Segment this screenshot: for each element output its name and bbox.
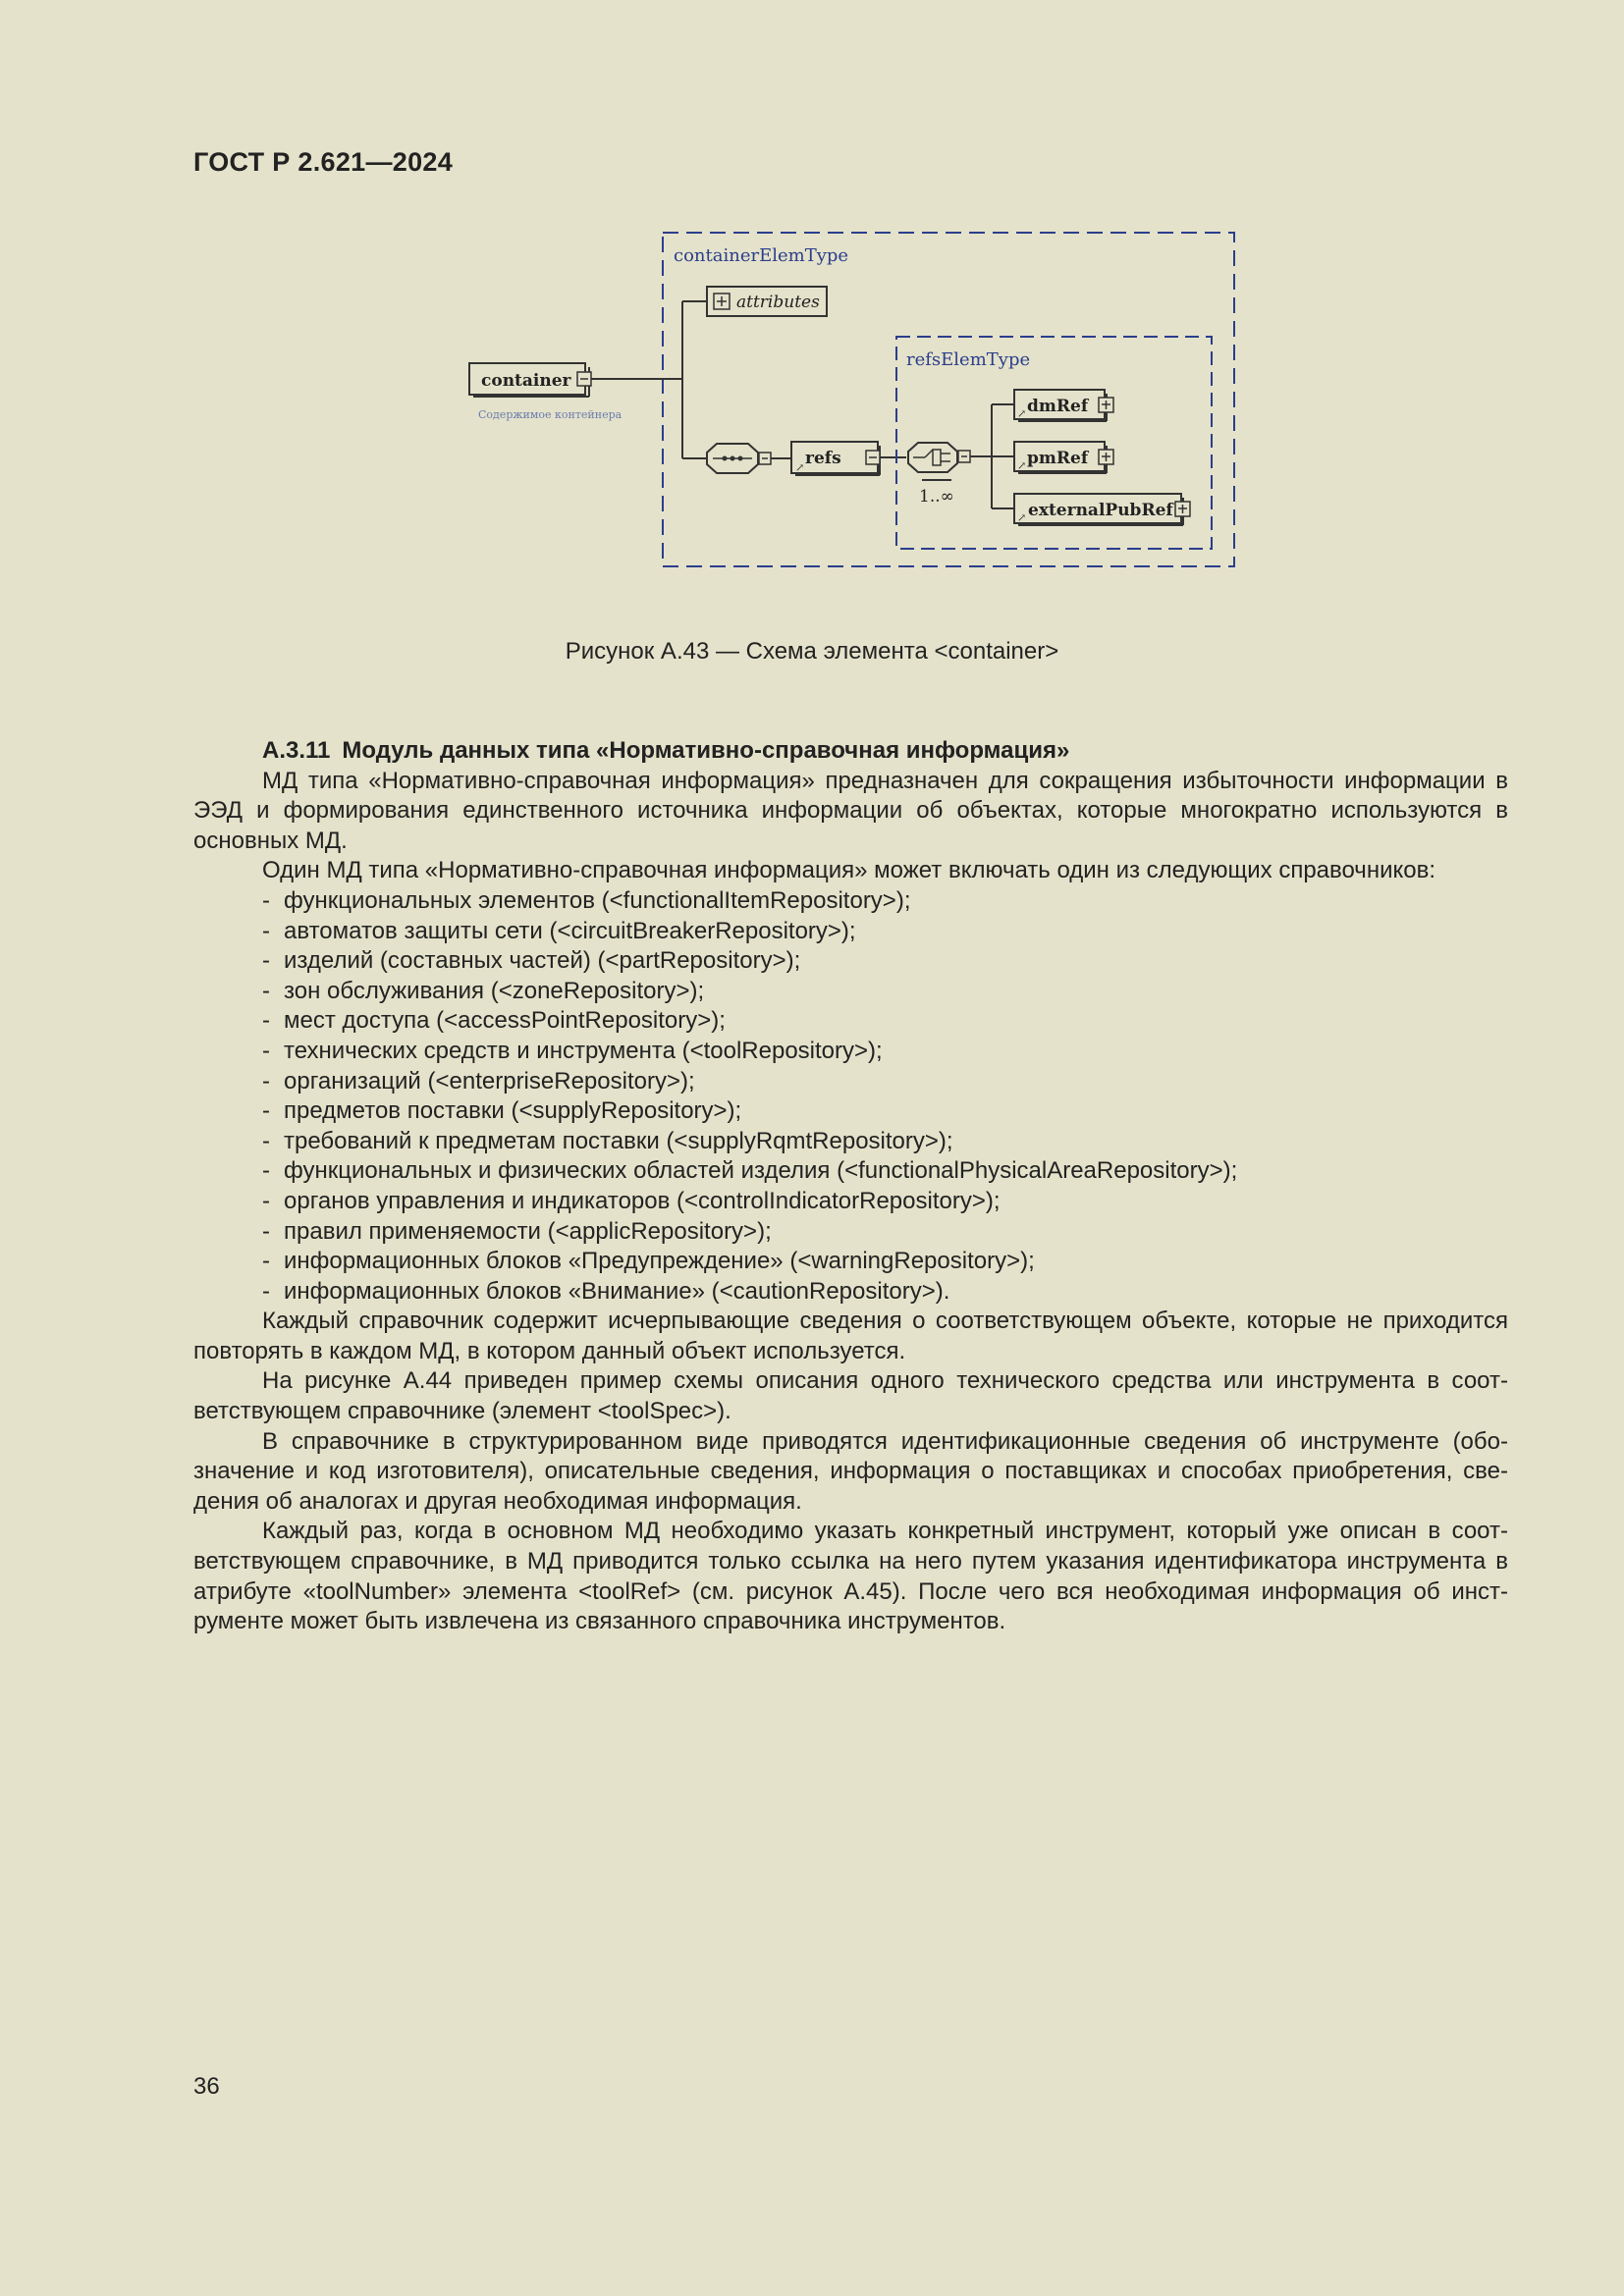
section-number: А.3.11 <box>262 737 331 764</box>
dmref-element-label: dmRef <box>1027 397 1089 416</box>
pmref-element-label: pmRef <box>1027 449 1089 468</box>
list-item: - мест доступа (<accessPointRepository>); <box>262 1007 726 1035</box>
list-item: - требований к предметам поставки (<supplyRqmtRepository>); <box>262 1127 953 1154</box>
choice-compositor-icon[interactable] <box>908 443 970 480</box>
list-item: - правил применяемости (<applicRepository>); <box>262 1217 772 1245</box>
list-item: - организаций (<enterpriseRepository>); <box>262 1067 695 1095</box>
externalpubref-expand-icon[interactable] <box>1175 502 1190 516</box>
svg-text:↗: ↗ <box>1017 459 1027 472</box>
refs-element-label: refs <box>805 449 841 468</box>
attributes-label: attributes <box>736 293 820 312</box>
refs-collapse-icon[interactable] <box>866 451 880 464</box>
list-item: - функциональных элементов (<functionalItemRepository>); <box>262 886 911 914</box>
refs-elem-type-label: refsElemType <box>906 349 1031 370</box>
container-elem-type-label: containerElemType <box>674 245 849 266</box>
paragraph: МД типа «Нормативно-справочная информация» предназначен для сокращения избыточности информации в ЭЭД и формирования единственного источника информации об объектах, которые многократно используются в основных МД. <box>193 767 1508 854</box>
svg-text:↗: ↗ <box>1017 407 1027 420</box>
xml-schema-diagram <box>0 0 1624 628</box>
paragraph: Каждый справочник содержит исчерпывающие сведения о соответствующем объекте, которые не приходится повторять в каждом МД, в котором данный объект используется. <box>193 1308 1508 1364</box>
list-item: - функциональных и физических областей изделия (<functionalPhysicalAreaRepository>); <box>262 1157 1238 1185</box>
repository-list <box>193 886 1508 1307</box>
container-annotation: Содержимое контейнера <box>478 408 623 421</box>
paragraph: Каждый раз, когда в основном МД необходимо указать конкретный инструмент, который уже описан в соответствующем справочнике, в МД приводится только ссылка на него путем указания идентификатора инструмента в атрибуте «toolNumber» элемента <toolRef> (см. рисунок А.45). После чего вся необходимая информация об инструменте может быть извлечена из связанного справочника инструментов. <box>193 1518 1508 1635</box>
paragraph: На рисунке А.44 приведен пример схемы описания одного технического средства или инструмента в соответствующем справочнике (элемент <toolSpec>). <box>193 1367 1508 1425</box>
list-item: - изделий (составных частей) (<partRepository>); <box>262 947 801 975</box>
paragraph: В справочнике в структурированном виде приводятся идентификационные сведения об инструменте (обозначение и код изготовителя), описательные сведения, информация о поставщиках и способах приобретения, сведения об аналогах и другая необходимая информация. <box>193 1427 1508 1515</box>
document-body <box>193 736 1508 1637</box>
svg-text:↗: ↗ <box>795 461 805 474</box>
svg-text:↗: ↗ <box>1017 511 1027 524</box>
section-heading <box>193 736 1508 767</box>
page-number: 36 <box>193 2073 220 2100</box>
document-header: ГОСТ Р 2.621—2024 <box>193 147 454 177</box>
externalpubref-element-label: externalPubRef <box>1028 501 1173 520</box>
section-title: Модуль данных типа «Нормативно-справочная информация» <box>342 737 1070 764</box>
container-collapse-icon[interactable] <box>577 372 591 386</box>
list-item: - информационных блоков «Предупреждение» (<warningRepository>); <box>262 1248 1035 1275</box>
list-item: - технических средств и инструмента (<toolRepository>); <box>262 1037 883 1064</box>
list-item: - предметов поставки (<supplyRepository>); <box>262 1097 742 1125</box>
dmref-expand-icon[interactable] <box>1099 398 1113 412</box>
choice-multiplicity: 1..∞ <box>919 487 954 507</box>
pmref-expand-icon[interactable] <box>1099 450 1113 464</box>
sequence-compositor-icon[interactable] <box>707 444 771 473</box>
list-item: - органов управления и индикаторов (<controlIndicatorRepository>); <box>262 1187 1001 1214</box>
list-item: - зон обслуживания (<zoneRepository>); <box>262 977 705 1004</box>
paragraph: Один МД типа «Нормативно-справочная информация» может включать один из следующих справочников: <box>262 857 1436 884</box>
container-element-label: container <box>481 371 571 391</box>
list-item: - автоматов защиты сети (<circuitBreakerRepository>); <box>262 917 856 944</box>
figure-caption: Рисунок А.43 — Схема элемента <container> <box>565 638 1059 665</box>
list-item: - информационных блоков «Внимание» (<cautionRepository>). <box>262 1277 950 1305</box>
